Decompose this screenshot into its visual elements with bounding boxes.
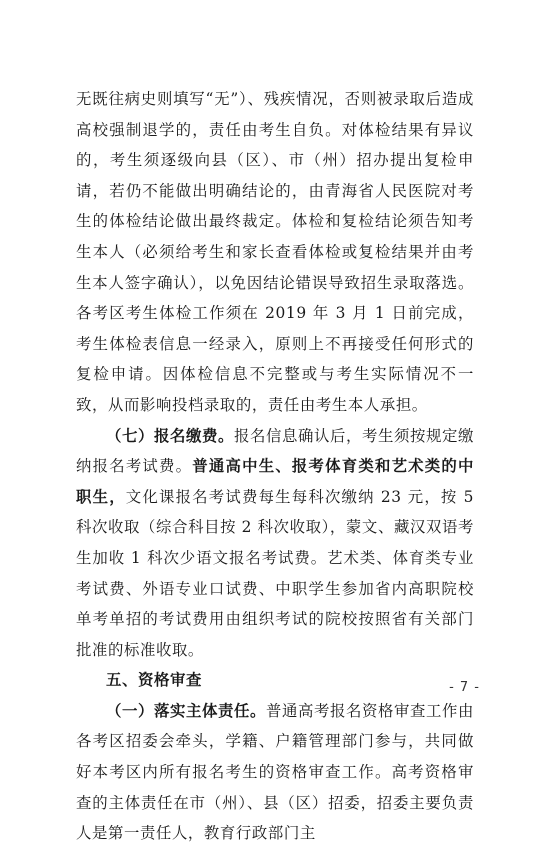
paragraph-physical-exam-continuation xyxy=(76,84,474,421)
page-number: - 7 - xyxy=(449,680,480,695)
emphasized-text: 普通高中生、报考体育类和艺术类的中职生， xyxy=(76,457,474,506)
section-heading-qualification-review: 五、资格审查 xyxy=(106,671,202,690)
paragraph-text: 普通高考报名资格审查工作由各考区招委会牵头，学籍、户籍管理部门参与，共同做好本考区内所有报名考生的资格审查工作。高考资格审查的主体责任在市（州）、县（区）招委，招委主要负责人是第一责任人，教育行政部门主 xyxy=(76,701,474,843)
paragraph-main-responsibility xyxy=(76,696,474,849)
document-body xyxy=(76,84,474,849)
subsection-title-main-responsibility: （一）落实主体责任。 xyxy=(106,701,266,720)
paragraph-text: 无既往病史则填写“无”）、残疾情况，否则被录取后造成高校强制退学的，责任由考生自负。对体检结果有异议的，考生须逐级向县（区）、市（州）招办提出复检申请，若仍不能做出明确结论的，由青海省人民医院对考生的体检结论做出最终裁定。体检和复检结论须告知考生本人（必须给考生和家长查看体检或复检结果并由考生本人签字确认），以免因结论错误导致招生录取落选。各考区考生体检工作须在 2019 年 3 月 1 日前完成，考生体检表信息一经录入，原则上不再接受任何形式的复检申请。因体检信息不完整或与考生实际情况不一致，从而影响投档录取的，责任由考生本人承担。 xyxy=(76,90,474,414)
paragraph-text: 报名信息确认后，考生须按规定缴纳报名考试费。 xyxy=(76,426,474,476)
paragraph-text: 文化课报名考试费每生每科次缴纳 23 元，按 5 科次收取（综合科目按 2 科次收取），蒙文、藏汉双语考生加收 1 科次少语文报名考试费。艺术类、体育类专业考试费、外语专业口试费、中职学生参加省内高职院校单考单招的考试费用由组织考试的院校按照省有关部门批准的标准收取。 xyxy=(76,487,474,659)
subsection-title-registration-fee: （七）报名缴费。 xyxy=(106,426,234,445)
paragraph-registration-fee xyxy=(76,421,474,666)
